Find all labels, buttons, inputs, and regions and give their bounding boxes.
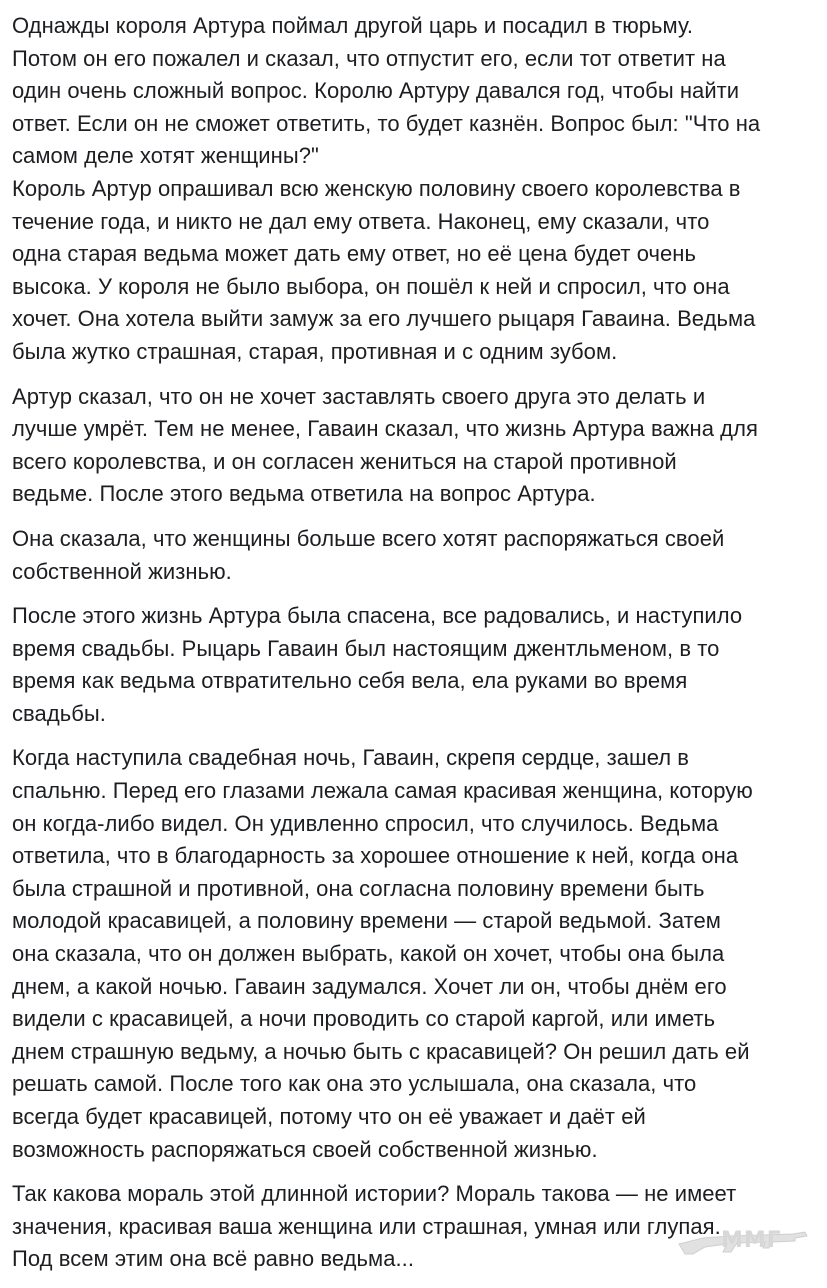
text-line: решать самой. После того как она это услышала, она сказала, что <box>12 1071 697 1097</box>
text-line: После этого жизнь Артура была спасена, все радовались, и наступило <box>12 603 743 629</box>
text-line: была страшной и противной, она согласна половину времени быть <box>12 875 705 901</box>
paragraph-4 <box>12 600 815 730</box>
text-line: Король Артур опрашивал всю женскую половину своего королевства в <box>12 175 741 201</box>
text-line: возможность распоряжаться своей собственной жизнью. <box>12 1136 598 1162</box>
text-line: ведьме. После этого ведьма ответила на вопрос Артура. <box>12 481 596 507</box>
text-line: Однажды короля Артура поймал другой царь и посадил в тюрьму. <box>12 13 693 38</box>
text-line: хочет. Она хотела выйти замуж за его лучшего рыцаря Гаваина. Ведьма <box>12 306 756 332</box>
text-line: Когда наступила свадебная ночь, Гаваин, скрепя сердце, зашел в <box>12 745 690 771</box>
watermark-text: ММГ <box>721 1228 782 1253</box>
watermark <box>673 1214 813 1266</box>
text-line: свадьбы. <box>12 700 106 726</box>
text-line: всего королевства, и он согласен жениться на старой противной <box>12 448 677 474</box>
text-line: видели с красавицей, а ночи проводить со старой каргой, или иметь <box>12 1006 716 1032</box>
text-line: Она сказала, что женщины больше всего хотят распоряжаться своей <box>12 525 725 551</box>
text-line: Под всем этим она всё равно ведьма... <box>12 1246 414 1272</box>
text-line: Так какова мораль этой длинной истории? Мораль такова — не имеет <box>12 1181 737 1207</box>
text-line: была жутко страшная, старая, противная и с одним зубом. <box>12 338 618 364</box>
text-line: время как ведьма отвратительно себя вела, ела руками во время <box>12 668 688 694</box>
text-line: течение года, и никто не дал ему ответа. Наконец, ему сказали, что <box>12 208 710 234</box>
text-line: время свадьбы. Рыцарь Гаваин был настоящим джентльменом, в то <box>12 635 720 661</box>
text-line: днем страшную ведьму, а ночью быть с красавицей? Он решил дать ей <box>12 1038 750 1064</box>
text-line: днем, а какой ночью. Гаваин задумался. Хочет ли он, чтобы днём его <box>12 973 727 999</box>
text-line: ответила, что в благодарность за хорошее отношение к ней, когда она <box>12 843 739 869</box>
text-line: лучше умрёт. Тем не менее, Гаваин сказал, что жизнь Артура важна для <box>12 416 758 442</box>
text-line: ответ. Если он не сможет ответить, то будет казнён. Вопрос был: "Что на <box>12 110 761 136</box>
text-line: Потом он его пожалел и сказал, что отпустит его, если тот ответит на <box>12 45 726 71</box>
text-line: один очень сложный вопрос. Королю Артуру давался год, чтобы найти <box>12 78 740 104</box>
paragraph-1 <box>12 10 815 369</box>
text-line: одна старая ведьма может дать ему ответ, но её цена будет очень <box>12 241 697 267</box>
text-line: собственной жизнью. <box>12 558 232 584</box>
paragraph-2 <box>12 381 815 511</box>
story-text <box>12 10 815 1288</box>
paragraph-3 <box>12 523 815 588</box>
paragraph-5 <box>12 742 815 1166</box>
text-line: самом деле хотят женщины?" <box>12 143 319 169</box>
text-line: значения, красивая ваша женщина или страшная, умная или глупая. <box>12 1213 721 1239</box>
text-line: высока. У короля не было выбора, он пошёл к ней и спросил, что она <box>12 273 730 299</box>
text-line: она сказала, что он должен выбрать, какой он хочет, чтобы она была <box>12 941 725 967</box>
text-line: спальню. Перед его глазами лежала самая красивая женщина, которую <box>12 778 753 804</box>
text-line: молодой красавицей, а половину времени — старой ведьмой. Затем <box>12 908 721 934</box>
text-line: Артур сказал, что он не хочет заставлять своего друга это делать и <box>12 383 706 409</box>
text-line: всегда будет красавицей, потому что он её уважает и даёт ей <box>12 1104 646 1129</box>
text-line: он когда-либо видел. Он удивленно спросил, что случилось. Ведьма <box>12 810 719 836</box>
